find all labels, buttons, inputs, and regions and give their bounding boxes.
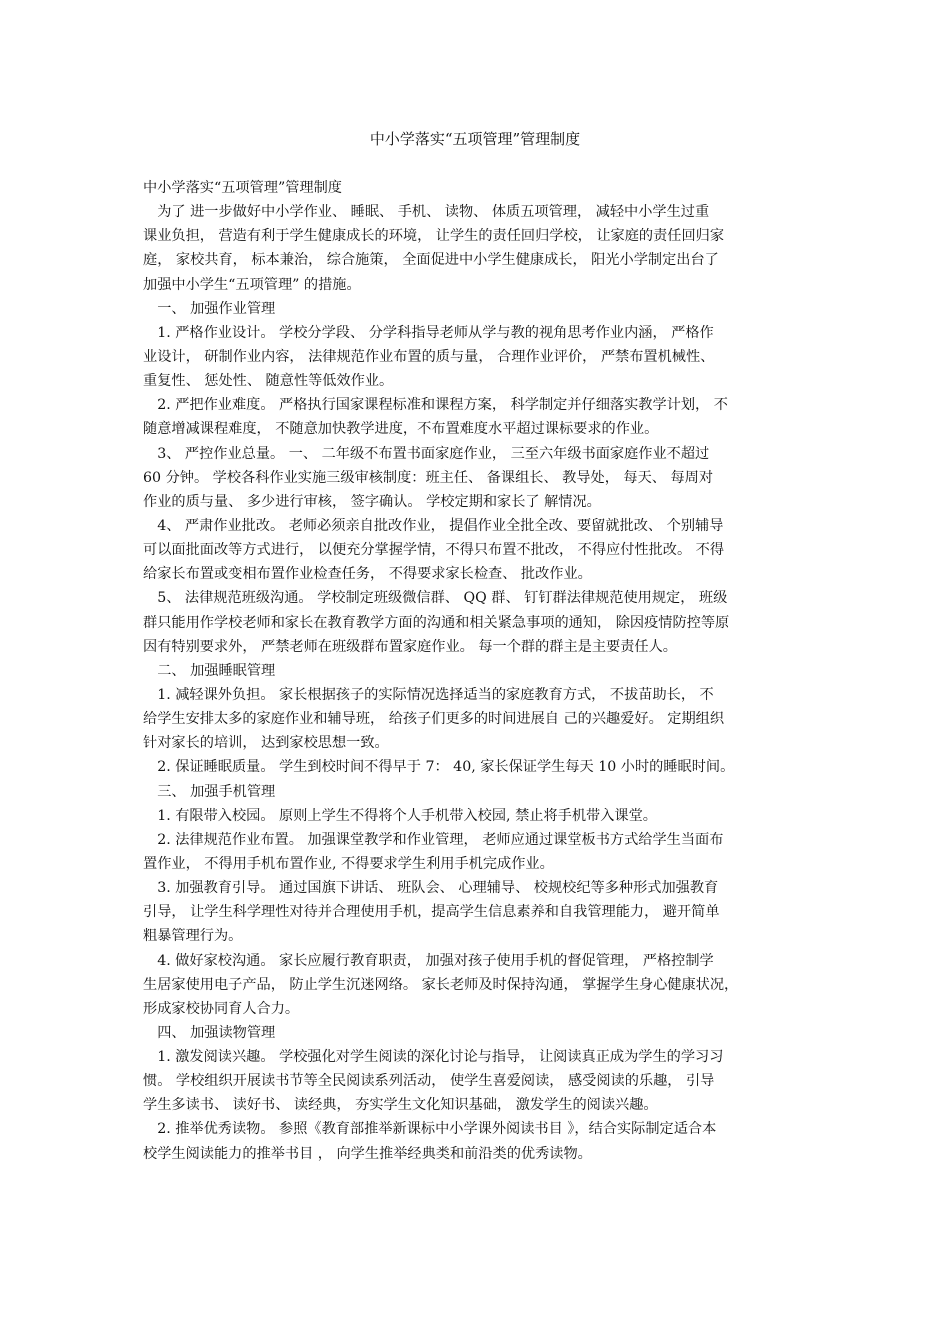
text-line: 给家长布置或变相布置作业检查任务， 不得要求家长检查、 批改作业。: [143, 566, 592, 583]
text-line: 粗暴管理行为。: [143, 928, 243, 945]
text-line: 2. 严把作业难度。 严格执行国家课程标准和课程方案， 科学制定并仔细落实教学计划， 不: [157, 397, 728, 414]
text-line: 因有特别要求外， 严禁老师在班级群布置家庭作业。 每一个群的群主是主要责任人。: [143, 638, 677, 655]
text-line: 引导， 让学生科学理性对待并合理使用手机，提高学生信息素养和自我管理能力， 避开简单: [143, 904, 720, 921]
text-line: 惯。 学校组织开展读书节等全民阅读系列活动， 使学生喜爱阅读， 感受阅读的乐趣， 引导: [143, 1073, 715, 1090]
text-line: 5、 法律规范班级沟通。 学校制定班级微信群、 QQ 群、 钉钉群法律规范使用规定， 班级: [157, 590, 728, 607]
text-line: 3、 严控作业总量。 一、 二年级不布置书面家庭作业， 三至六年级书面家庭作业不超过: [157, 445, 710, 462]
text-line: 四、 加强读物管理: [157, 1024, 276, 1041]
text-line: 庭， 家校共育， 标本兼治， 综合施策， 全面促进中小学生健康成长， 阳光小学制定出台了: [143, 252, 719, 269]
text-line: 学生多读书、 读好书、 读经典， 夯实学生文化知识基础， 激发学生的阅读兴趣。: [143, 1097, 658, 1114]
text-line: 三、 加强手机管理: [157, 783, 276, 800]
text-line: 2. 保证睡眠质量。 学生到校时间不得早于 7： 40, 家长保证学生每天 10 小时的睡眠时间。: [157, 759, 735, 776]
text-line: 给学生安排太多的家庭作业和辅导班， 给孩子们更多的时间进展自 己的兴趣爱好。 定期组织: [143, 711, 725, 728]
text-line: 1. 减轻课外负担。 家长根据孩子的实际情况选择适当的家庭教育方式， 不拔苗助长， 不: [157, 686, 714, 703]
text-line: 二、 加强睡眠管理: [157, 662, 276, 679]
text-line: 1. 有限带入校园。 原则上学生不得将个人手机带入校园, 禁止将手机带入课堂。: [157, 807, 657, 824]
text-line: 2. 法律规范作业布置。 加强课堂教学和作业管理， 老师应通过课堂板书方式给学生当面布: [157, 831, 724, 848]
text-line: 1. 激发阅读兴趣。 学校强化对学生阅读的深化讨论与指导， 让阅读真正成为学生的学习习: [157, 1049, 724, 1066]
text-line: 4. 做好家校沟通。 家长应履行教育职责， 加强对孩子使用手机的督促管理， 严格控制学: [157, 952, 714, 969]
document-title: 中小学落实“五项管理”管理制度: [369, 130, 581, 148]
text-line: 随意增减课程难度， 不随意加快教学进度，不布置难度水平超过课标要求的作业。: [143, 421, 659, 438]
text-line: 为了 进一步做好中小学作业、 睡眠、 手机、 读物、 体质五项管理， 减轻中小学生过重: [157, 204, 710, 221]
text-line: 作业的质与量、 多少进行审核， 签字确认。 学校定期和家长了 解情况。: [143, 493, 601, 510]
text-line: 3. 加强教育引导。 通过国旗下讲话、 班队会、 心理辅导、 校规校纪等多种形式加强教育: [157, 880, 719, 897]
text-line: 课业负担， 营造有利于学生健康成长的环境， 让学生的责任回归学校， 让家庭的责任回归家: [143, 228, 725, 245]
text-line: 群只能用作学校老师和家长在教育教学方面的沟通和相关紧急事项的通知， 除因疫情防控等原: [143, 614, 730, 631]
text-line: 可以面批面改等方式进行， 以便充分掌握学情，不得只布置不批改， 不得应付性批改。 不得: [143, 542, 725, 559]
text-line: 1. 严格作业设计。 学校分学段、 分学科指导老师从学与教的视角思考作业内涵， 严格作: [157, 324, 714, 341]
text-line: 一、 加强作业管理: [157, 300, 276, 317]
text-line: 生居家使用电子产品， 防止学生沉迷网络。 家长老师及时保持沟通， 掌握学生身心健康状况，: [143, 976, 739, 993]
text-line: 针对家长的培训， 达到家校思想一致。: [143, 735, 389, 752]
text-line: 4、 严肃作业批改。 老师必须亲自批改作业， 提倡作业全批全改、要留就批改、 个别辅导: [157, 517, 724, 534]
document-body: [143, 176, 815, 1166]
text-line: 形成家校协同育人合力。: [143, 1000, 300, 1017]
text-line: 业设计， 研制作业内容， 法律规范作业布置的质与量， 合理作业评价， 严禁布置机械性、: [143, 348, 715, 365]
text-line: 置作业， 不得用手机布置作业, 不得要求学生利用手机完成作业。: [143, 855, 554, 872]
text-line: 加强中小学生“五项管理” 的措施。: [143, 276, 361, 293]
text-line: 重复性、 惩处性、 随意性等低效作业。: [143, 373, 394, 390]
document-heading-line: 中小学落实“五项管理”管理制度: [143, 180, 342, 196]
text-line: 60 分钟。 学校各科作业实施三级审核制度：班主任、 备课组长、 教导处， 每天、 每周对: [143, 469, 714, 486]
text-line: 校学生阅读能力的推举书目 ， 向学生推举经典类和前沿类的优秀读物。: [143, 1145, 592, 1162]
text-line: 2. 推举优秀读物。 参照《教育部推举新课标中小学课外阅读书目 》，结合实际制定适合本: [157, 1121, 717, 1138]
